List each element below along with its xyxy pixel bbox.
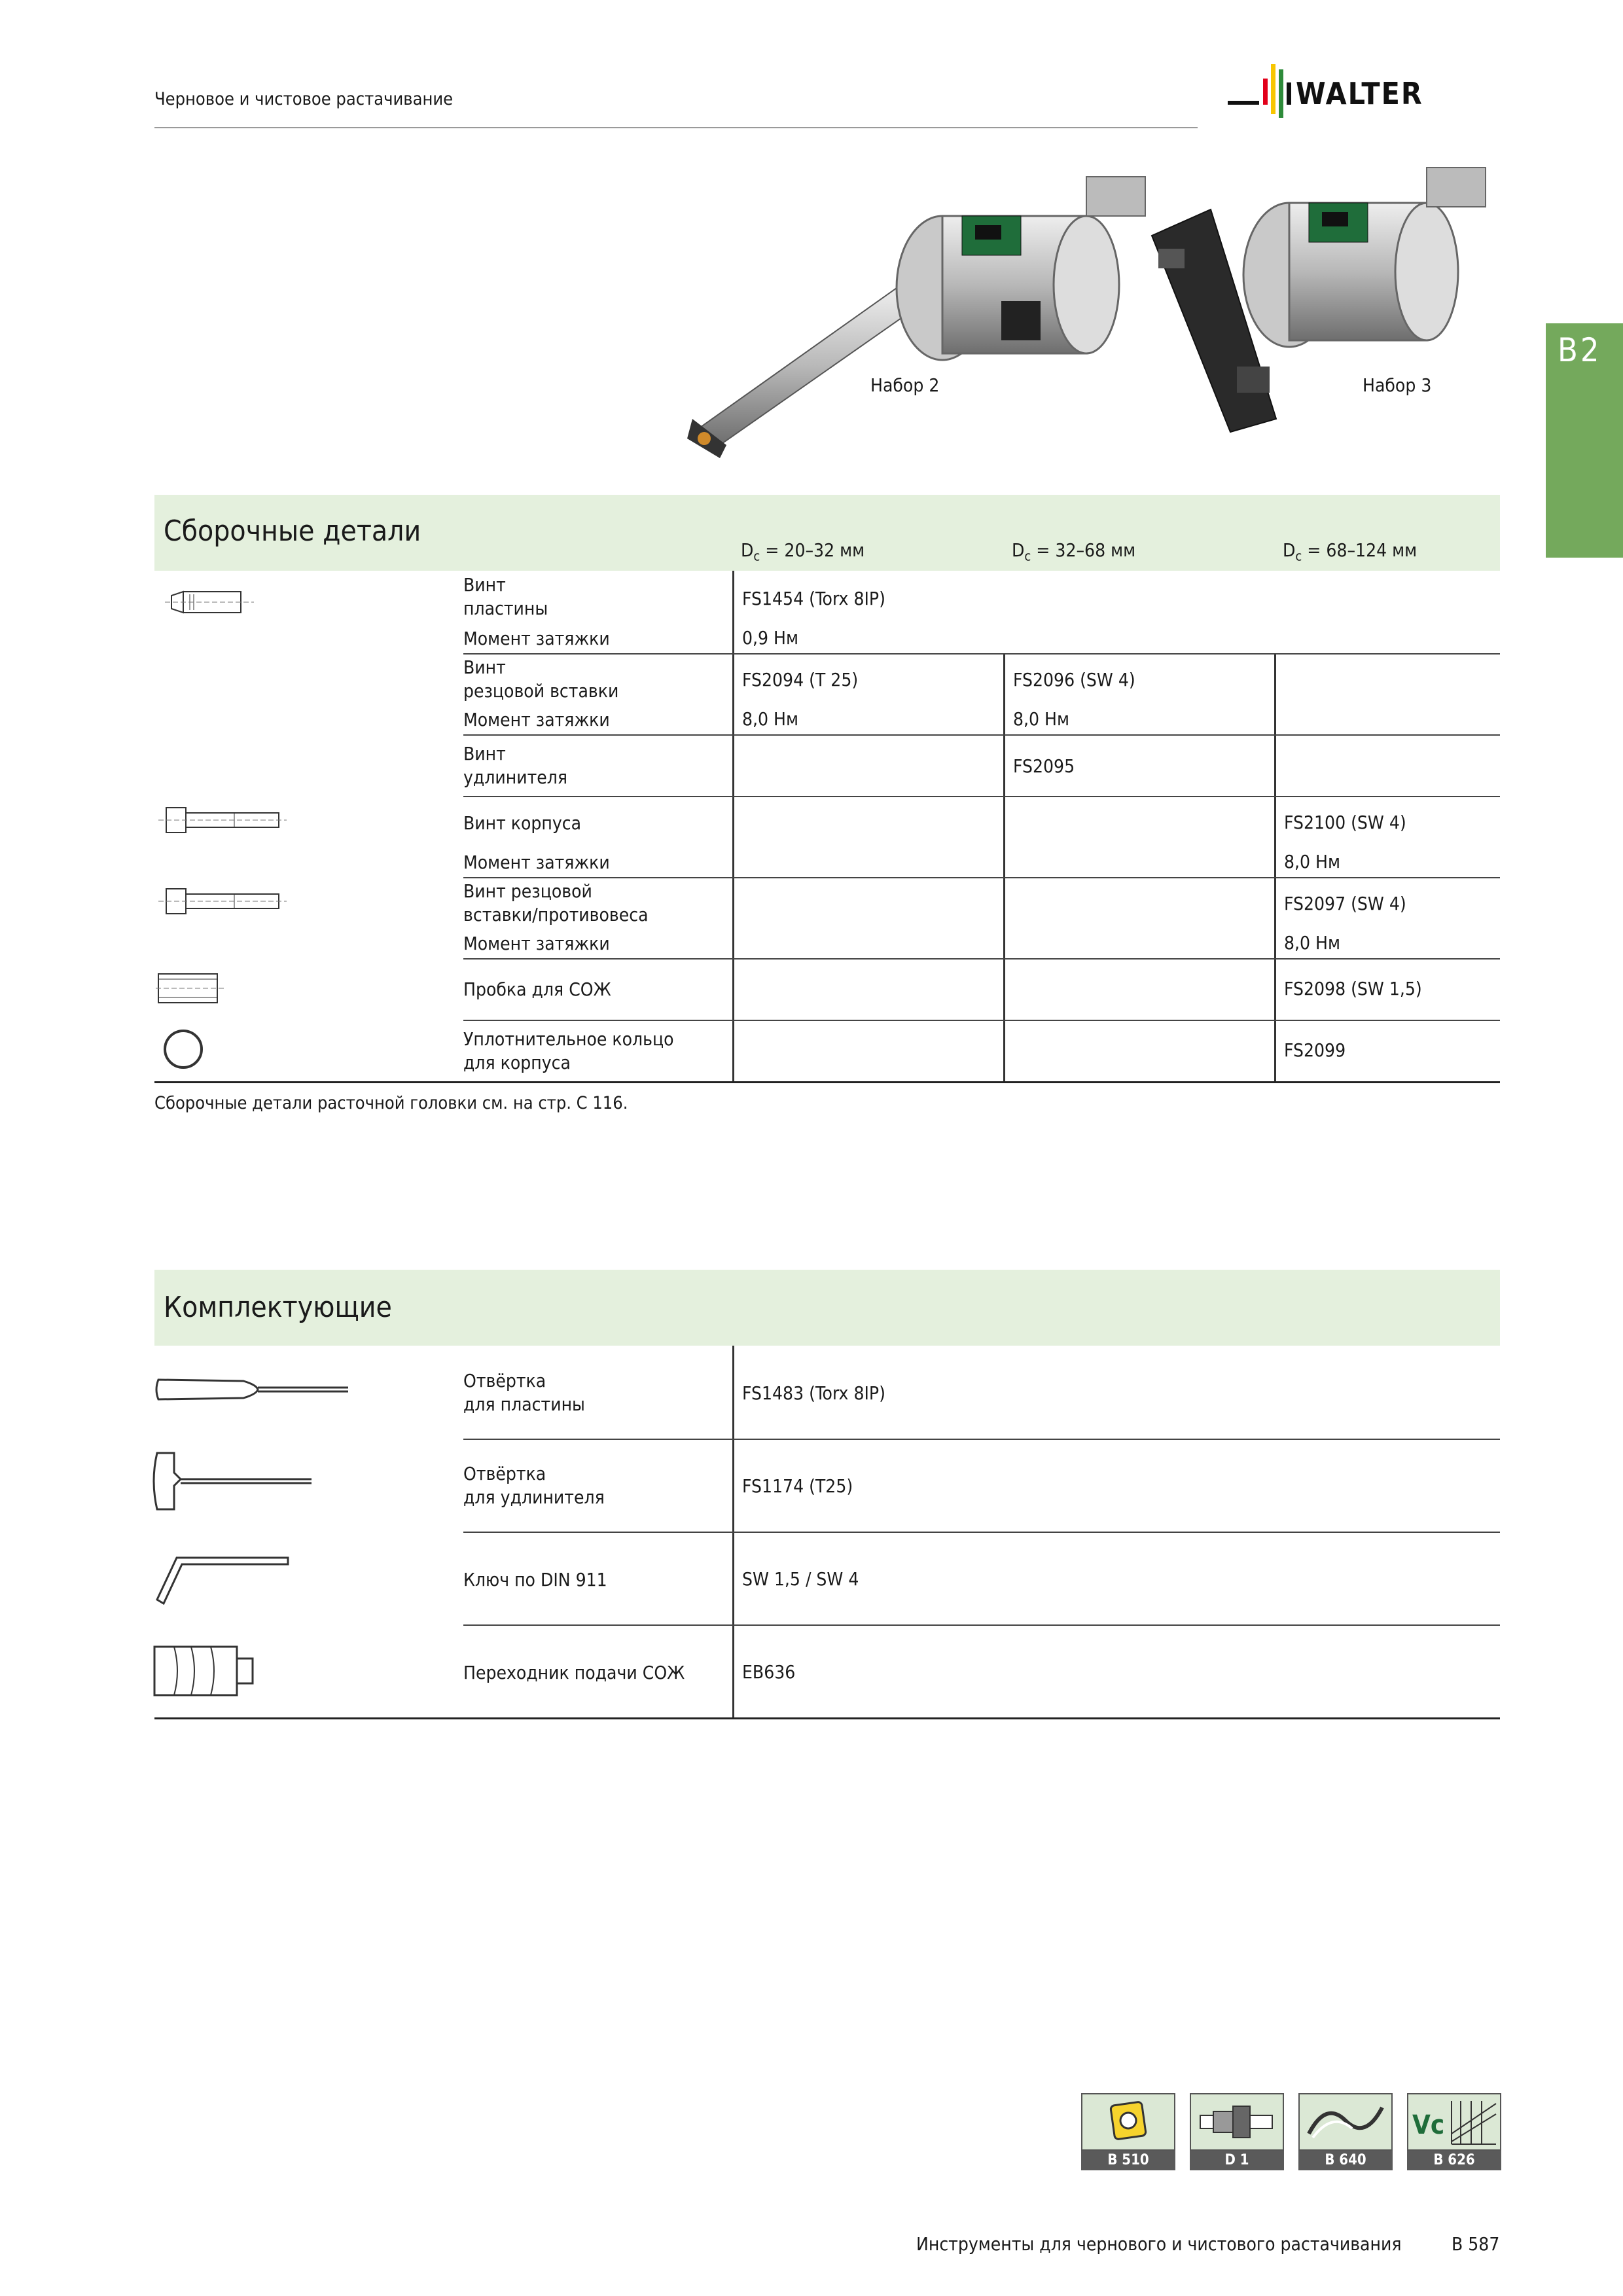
- cell-value: FS1454 (Torx 8IP): [742, 588, 885, 609]
- application-icon[interactable]: [1298, 2093, 1393, 2151]
- cell-value: FS2098 (SW 1,5): [1284, 978, 1422, 999]
- column-header-1: $D_c = 20-32$ мм: [741, 539, 865, 564]
- running-header: Черновое и чистовое растачивание: [154, 89, 454, 109]
- row-rule: [463, 734, 1500, 736]
- assembly-note: Сборочные детали расточной головки см. на стр. C 116.: [154, 1093, 628, 1113]
- product-photo-set-2: [681, 157, 1152, 465]
- insert-counterweight-screw-drawing: [157, 880, 288, 923]
- row-rule: [463, 796, 1500, 797]
- body-screw-drawing: [157, 798, 288, 842]
- screwdriver-drawing: [152, 1368, 355, 1411]
- section-tab[interactable]: [1546, 323, 1623, 558]
- hex-key-drawing: [151, 1545, 294, 1610]
- row-label: Винт корпуса: [463, 812, 582, 834]
- application-icon-code: B 640: [1298, 2151, 1393, 2170]
- row-label: Ключ по DIN 911: [463, 1569, 607, 1590]
- assembly-section-header: [154, 495, 1500, 571]
- row-label: Момент затяжки: [463, 933, 610, 954]
- row-rule: [463, 1532, 1500, 1533]
- cell-value: FS2099: [1284, 1039, 1346, 1061]
- column-divider: [732, 571, 734, 1083]
- svg-text:Vc: Vc: [1412, 2110, 1445, 2140]
- assembly-icon[interactable]: [1190, 2093, 1284, 2151]
- assembly-title: Сборочные детали: [164, 514, 421, 548]
- row-rule: [463, 877, 1500, 878]
- row-label: Винт пластины: [463, 574, 548, 619]
- column-header-2: $D_c = 32-68$ мм: [1012, 539, 1136, 564]
- coolant-plug-drawing: [154, 970, 226, 1007]
- row-rule: [463, 1020, 1500, 1021]
- table-bottom-rule: [154, 1717, 1500, 1719]
- row-label: Отвёртка для удлинителя: [463, 1463, 605, 1508]
- row-rule: [463, 958, 1500, 960]
- row-label: Винт удлинителя: [463, 743, 568, 788]
- accessories-section-header: [154, 1270, 1500, 1346]
- cell-value: FS2095: [1013, 755, 1075, 777]
- column-header-3: $D_c = 68-124$ мм: [1283, 539, 1418, 564]
- row-label: Переходник подачи СОЖ: [463, 1662, 685, 1683]
- cell-value: FS2100 (SW 4): [1284, 812, 1406, 833]
- cell-value: 8,0 Нм: [1284, 932, 1340, 954]
- cell-value: 0,9 Нм: [742, 627, 798, 649]
- row-rule: [463, 653, 1500, 655]
- row-rule: [463, 1439, 1500, 1440]
- cell-value: FS2097 (SW 4): [1284, 893, 1406, 914]
- header-rule: [154, 127, 1198, 128]
- insert-screw-drawing: [164, 580, 255, 626]
- cell-value: 8,0 Нм: [1013, 708, 1069, 730]
- cell-value: SW 1,5 / SW 4: [742, 1568, 859, 1590]
- row-label: Уплотнительное кольцо для корпуса: [463, 1028, 674, 1073]
- cell-value: 8,0 Нм: [742, 708, 798, 730]
- photo-caption-set-3: Набор 3: [1363, 374, 1432, 396]
- row-label: Отвёртка для пластины: [463, 1370, 585, 1415]
- cell-value: FS2096 (SW 4): [1013, 669, 1135, 691]
- walter-logo: [1228, 60, 1500, 128]
- cell-value: 8,0 Нм: [1284, 851, 1340, 872]
- assembly-icon-code: D 1: [1190, 2151, 1284, 2170]
- cell-value: EB636: [742, 1661, 796, 1683]
- cell-value: FS1483 (Torx 8IP): [742, 1382, 885, 1404]
- row-rule: [463, 1624, 1500, 1626]
- t-handle-driver-drawing: [148, 1446, 318, 1518]
- cell-value: FS1174 (T25): [742, 1475, 853, 1497]
- accessories-title: Комплектующие: [164, 1291, 392, 1324]
- photo-caption-set-2: Набор 2: [870, 374, 940, 396]
- row-label: Пробка для СОЖ: [463, 978, 611, 1000]
- column-divider: [1003, 653, 1005, 1083]
- coolant-adapter-drawing: [152, 1641, 257, 1700]
- row-label: Момент затяжки: [463, 852, 610, 873]
- column-divider: [1274, 653, 1276, 1083]
- footer-title: Инструменты для чернового и чистового растачивания: [916, 2233, 1402, 2255]
- row-label: Винт резцовой вставки/противовеса: [463, 880, 649, 925]
- sealing-ring-drawing: [161, 1028, 207, 1071]
- page-number: B 587: [1452, 2233, 1500, 2255]
- section-tab-label: B2: [1558, 331, 1602, 369]
- cutting-data-icon[interactable]: [1407, 2093, 1501, 2151]
- table-bottom-rule: [154, 1081, 1500, 1083]
- cell-value: FS2094 (T 25): [742, 669, 859, 691]
- cutting-data-icon-code: B 626: [1407, 2151, 1501, 2170]
- brand-wordmark: WALTER: [1296, 76, 1423, 111]
- row-label: Момент затяжки: [463, 709, 610, 730]
- row-label: Винт резцовой вставки: [463, 656, 619, 702]
- product-photo-set-3: [1139, 144, 1505, 445]
- row-label: Момент затяжки: [463, 628, 610, 649]
- insert-icon-code: B 510: [1081, 2151, 1175, 2170]
- insert-icon[interactable]: [1081, 2093, 1175, 2151]
